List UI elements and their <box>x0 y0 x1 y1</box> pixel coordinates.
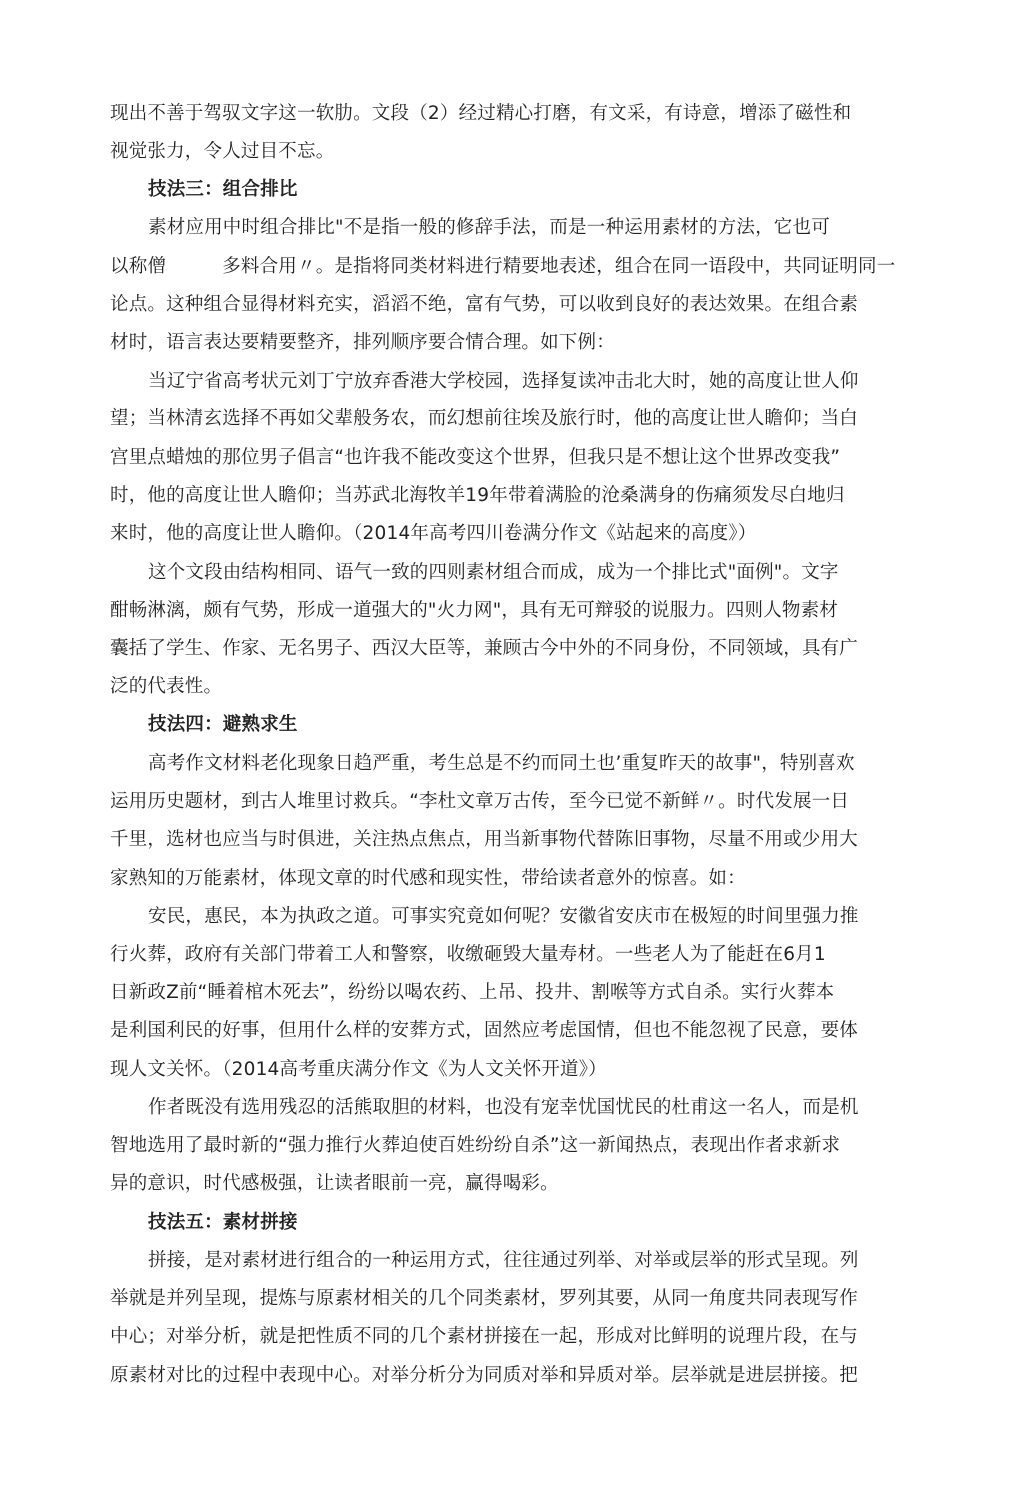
text-line: 异的意识，时代感极强，让读者眼前一亮，赢得喝彩。 <box>110 1173 559 1194</box>
text-line: 千里，选材也应当与时俱进，关注热点焦点，用当新事物代替陈旧事物，尽量不用或少用大 <box>110 829 859 850</box>
text-line: 拼接，是对素材进行组合的一种运用方式，往往通过列举、对举或层举的形式呈现。列 <box>148 1250 859 1271</box>
section-heading-5: 技法五：素材拼接 <box>148 1212 298 1233</box>
text-line: 囊括了学生、作家、无名男子、西汉大臣等，兼顾古今中外的不同身份，不同领域，具有广 <box>110 638 859 659</box>
text-line: 材时，语言表达要精要整齐，排列顺序要合情合理。如下例： <box>110 332 615 353</box>
text-line: 素材应用中时组合排比"不是指一般的修辞手法，而是一种运用素材的方法，它也可 <box>148 217 830 238</box>
text-line: 智地选用了最时新的“强力推行火葬迫使百姓纷纷自杀”这一新闻热点，表现出作者求新求 <box>110 1135 841 1156</box>
text-line: 时，他的高度让世人瞻仰；当苏武北海牧羊19年带着满脸的沧桑满身的伤痛须发尽白地归 <box>110 485 845 506</box>
section-heading-3: 技法三：组合排比 <box>148 179 298 200</box>
text-line: 中心；对举分析，就是把性质不同的几个素材拼接在一起，形成对比鲜明的说理片段，在与 <box>110 1326 859 1347</box>
text-line: 作者既没有选用残忍的活熊取胆的材料，也没有宠幸忧国忧民的杜甫这一名人，而是机 <box>148 1097 859 1118</box>
text-line: 酣畅淋漓，颇有气势，形成一道强大的"火力网"，具有无可辩驳的说服力。四则人物素材 <box>110 600 839 621</box>
text-line: 宫里点蜡烛的那位男子倡言“也许我不能改变这个世界，但我只是不想让这个世界改变我” <box>110 447 841 468</box>
text-line: 高考作文材料老化现象日趋严重，考生总是不约而同土也’重复昨天的故事"，特别喜欢 <box>148 753 855 774</box>
text-line: 这个文段由结构相同、语气一致的四则素材组合而成，成为一个排比式"面例"。文字 <box>148 562 839 583</box>
text-line: 当辽宁省高考状元刘丁宁放弃香港大学校园，选择复读冲击北大时，她的高度让世人仰 <box>148 371 859 392</box>
text-line: 现出不善于驾驭文字这一软肋。文段（2）经过精心打磨，有文采，有诗意，增添了磁性和 <box>110 103 852 124</box>
text-line: 行火葬，政府有关部门带着工人和警察，收缴砸毁大量寿材。一些老人为了能赶在6月1 <box>110 944 826 965</box>
text-line: 望；当林清玄选择不再如父辈般务农，而幻想前往埃及旅行时，他的高度让世人瞻仰；当白 <box>110 408 859 429</box>
text-line: 是利国利民的好事，但用什么样的安葬方式，固然应考虑国情，但也不能忽视了民意，要体 <box>110 1020 859 1041</box>
text-line: 视觉张力，令人过目不忘。 <box>110 141 335 162</box>
text-line: 泛的代表性。 <box>110 676 223 697</box>
text-line: 家熟知的万能素材，体现文章的时代感和现实性，带给读者意外的惊喜。如： <box>110 868 746 889</box>
text-line: 论点。这种组合显得材料充实，滔滔不绝，富有气势，可以收到良好的表达效果。在组合素 <box>110 294 859 315</box>
text-line: 举就是并列呈现，提炼与原素材相关的几个同类素材，罗列其要，从同一角度共同表现写作 <box>110 1288 859 1309</box>
text-line: 以称僧 多料合用〃。是指将同类材料进行精要地表述，组合在同一语段中，共同证明同一 <box>110 256 896 277</box>
text-line: 日新政Z前“睡着棺木死去”，纷纷以喝农药、上吊、投井、割喉等方式自杀。实行火葬本 <box>110 982 835 1003</box>
text-line: 安民，惠民，本为执政之道。可事实究竟如何呢？安徽省安庆市在极短的时间里强力推 <box>148 906 859 927</box>
text-line: 原素材对比的过程中表现中心。对举分析分为同质对举和异质对举。层举就是进层拼接。把 <box>110 1365 859 1386</box>
text-line: 现人文关怀。（2014高考重庆满分作文《为人文关怀开道》） <box>110 1059 607 1080</box>
text-line: 来时，他的高度让世人瞻仰。（2014年高考四川卷满分作文《站起来的高度》） <box>110 523 757 544</box>
section-heading-4: 技法四：避熟求生 <box>148 714 298 735</box>
text-line: 运用历史题材，到古人堆里讨救兵。“李杜文章万古传，至今已觉不新鲜〃。时代发展一日 <box>110 791 850 812</box>
